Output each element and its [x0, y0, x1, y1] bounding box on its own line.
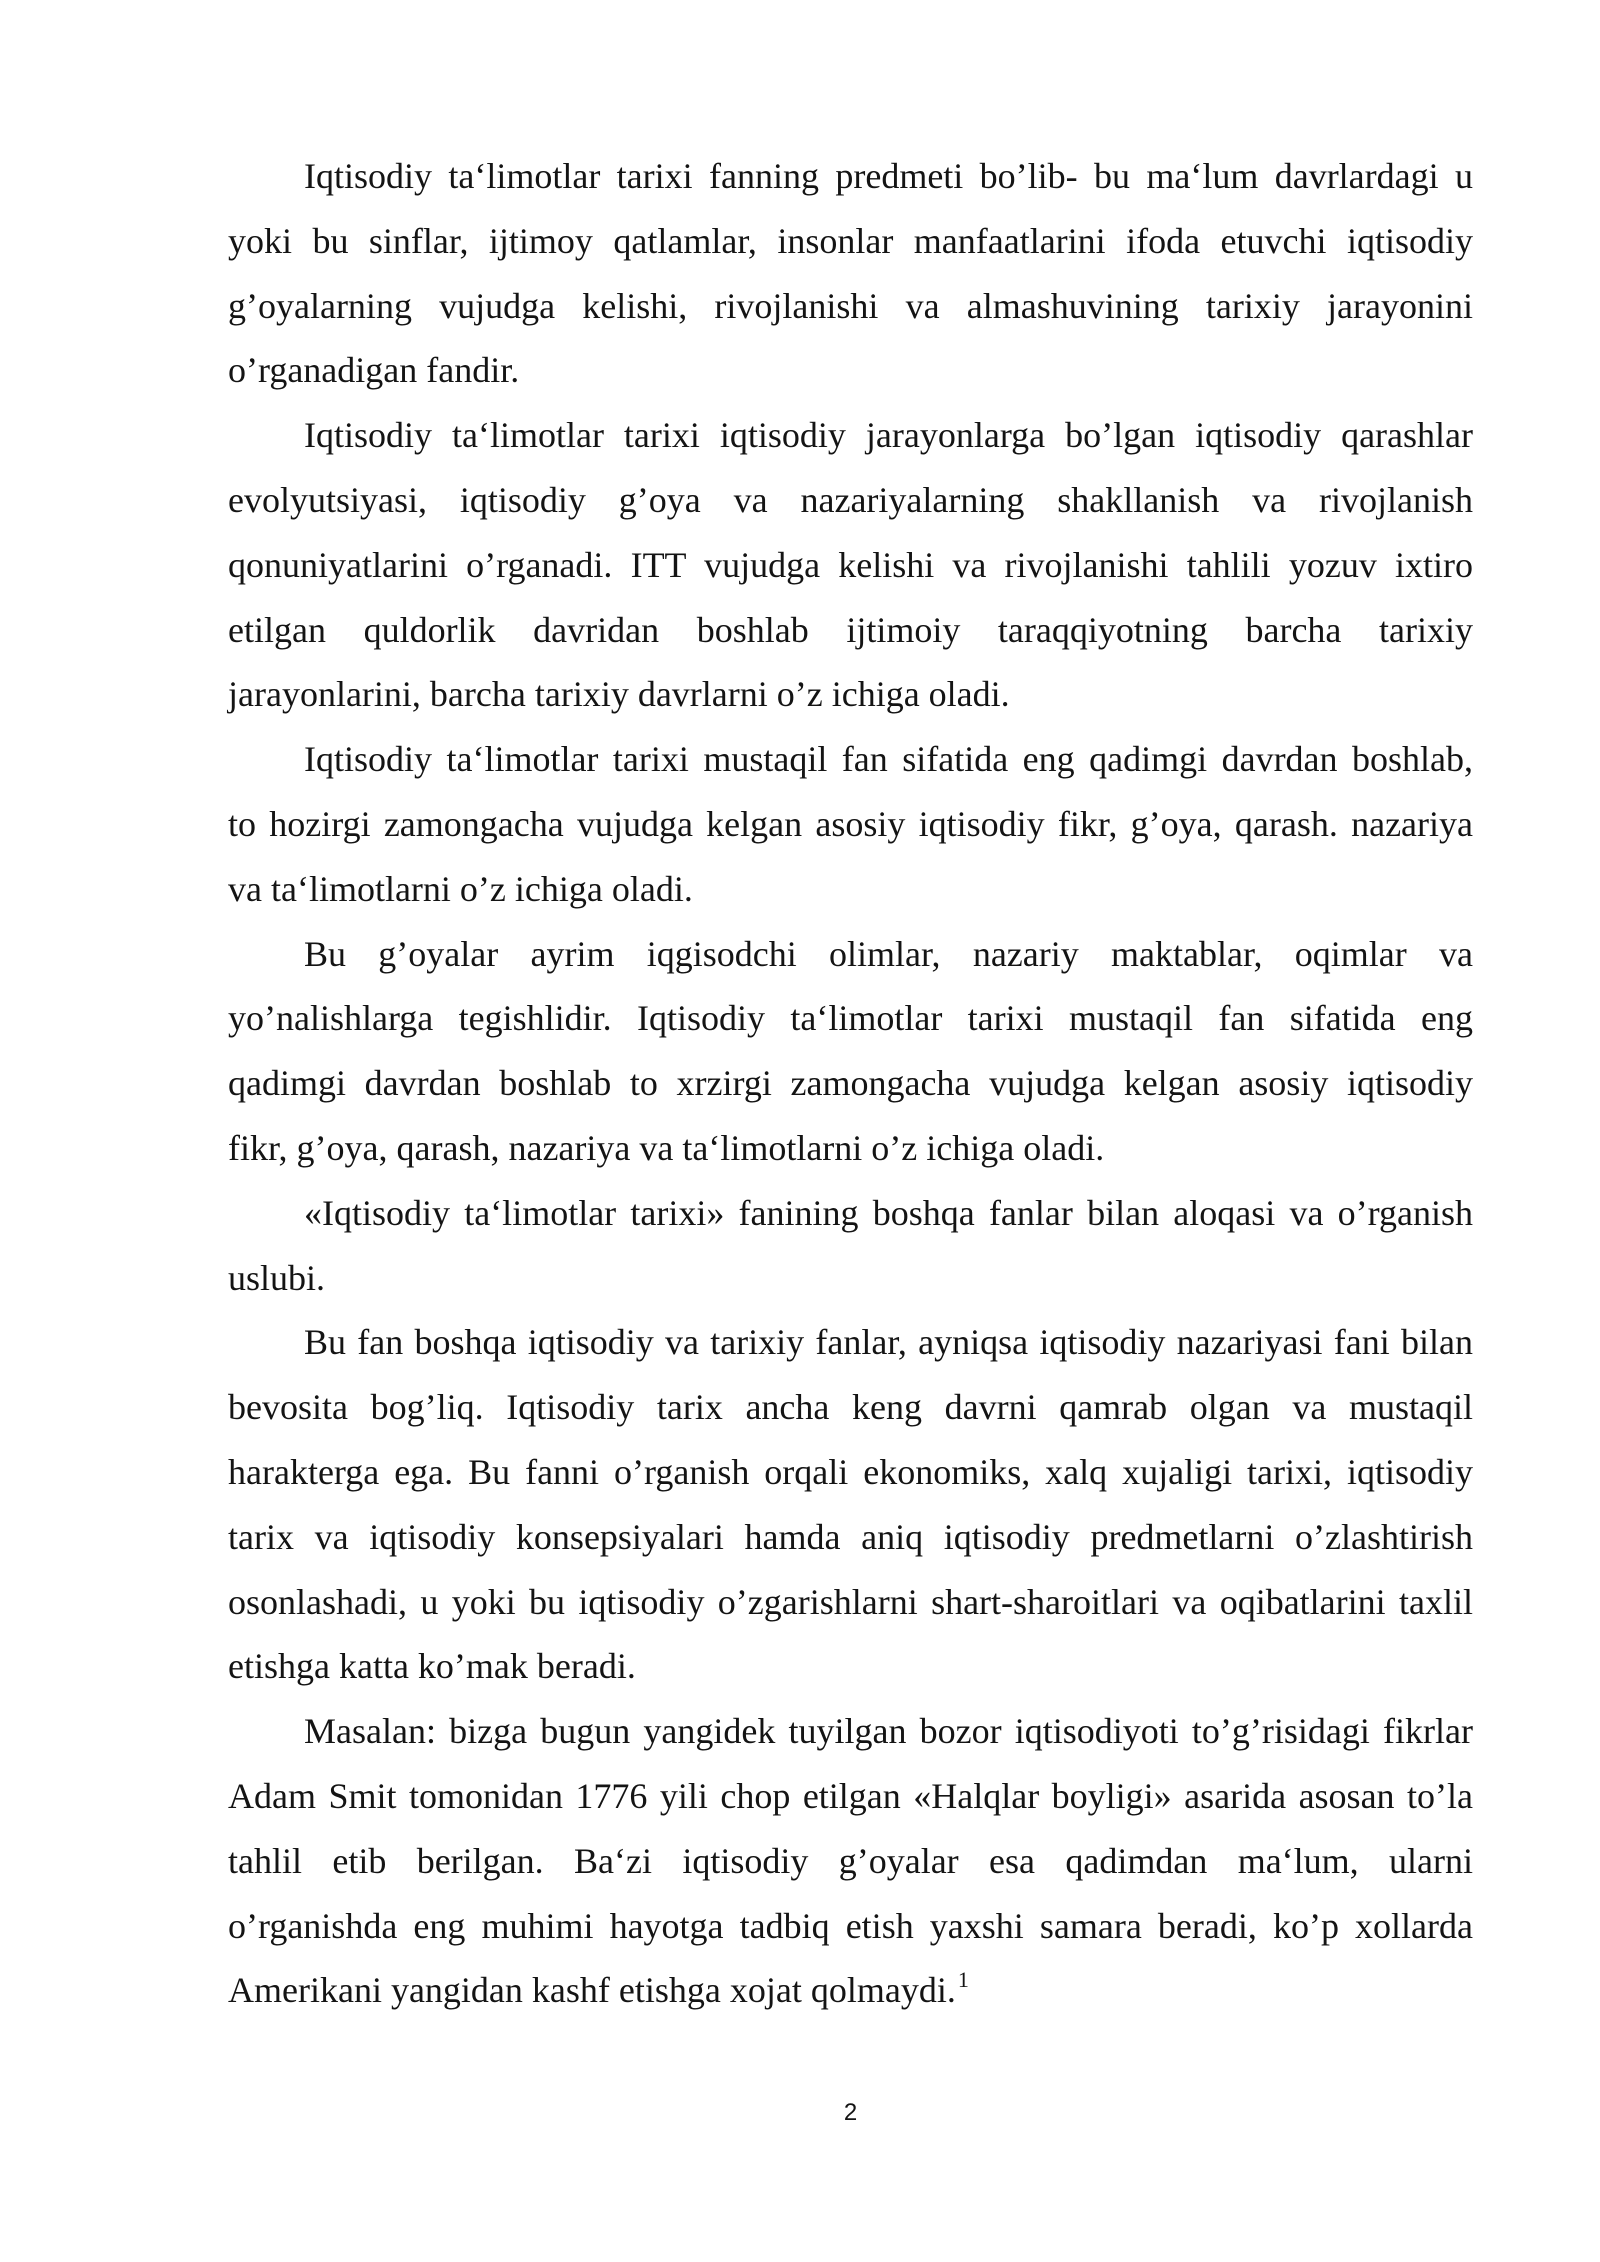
paragraph: [228, 144, 1473, 403]
body-text: [228, 144, 1473, 2023]
paragraph: [228, 727, 1473, 921]
text-line-content: Amerikani yangidan kashf etishga xojat qolmaydi.: [228, 1970, 956, 2011]
text-line: jarayonlarini, barcha tarixiy davrlarni o’z ichiga oladi.: [228, 674, 1010, 715]
text-line: osonlashadi, u yoki bu iqtisodiy o’zgarishlarni shart-sharoitlari va oqibatlarini taxlil: [228, 1581, 1473, 1622]
text-line: o’rganishda eng muhimi hayotga tadbiq etish yaxshi samara beradi, ko’p xollarda: [228, 1905, 1473, 1946]
paragraph: [228, 1181, 1473, 1311]
text-line: Bu g’oyalar ayrim iqgisodchi olimlar, nazariy maktablar, oqimlar va: [304, 933, 1473, 974]
text-line: to hozirgi zamongacha vujudga kelgan asosiy iqtisodiy fikr, g’oya, qarash. nazariya: [228, 803, 1473, 844]
text-line: bevosita bog’liq. Iqtisodiy tarix ancha keng davrni qamrab olgan va mustaqil: [228, 1387, 1473, 1428]
text-line: tahlil etib berilgan. Ba‘zi iqtisodiy g’oyalar esa qadimdan ma‘lum, ularni: [228, 1840, 1473, 1881]
footnote-reference[interactable]: 1: [957, 1967, 969, 1993]
text-line: va ta‘limotlarni o’z ichiga oladi.: [228, 868, 693, 909]
text-line: etishga katta ko’mak beradi.: [228, 1646, 636, 1687]
text-line: qonuniyatlarini o’rganadi. ITT vujudga kelishi va rivojlanishi tahlili yozuv ixtiro: [228, 544, 1473, 585]
text-line: Iqtisodiy ta‘limotlar tarixi mustaqil fan sifatida eng qadimgi davrdan boshlab,: [304, 739, 1473, 780]
text-line: uslubi.: [228, 1257, 326, 1298]
paragraph: [228, 403, 1473, 727]
text-line: tarix va iqtisodiy konsepsiyalari hamda aniq iqtisodiy predmetlarni o’zlashtirish: [228, 1516, 1473, 1557]
text-line: yo’nalishlarga tegishlidir. Iqtisodiy ta‘limotlar tarixi mustaqil fan sifatida eng: [228, 998, 1473, 1039]
text-line: [228, 1958, 1473, 2023]
text-line: Masalan: bizga bugun yangidek tuyilgan bozor iqtisodiyoti to’g’risidagi fikrlar: [304, 1711, 1473, 1752]
text-line: evolyutsiyasi, iqtisodiy g’oya va nazariyalarning shakllanish va rivojlanish: [228, 479, 1473, 520]
paragraph: [228, 1310, 1473, 1699]
text-line: etilgan quldorlik davridan boshlab ijtimoiy taraqqiyotning barcha tarixiy: [228, 609, 1473, 650]
paragraph: [228, 922, 1473, 1181]
text-line: fikr, g’oya, qarash, nazariya va ta‘limotlarni o’z ichiga oladi.: [228, 1127, 1105, 1168]
text-line: harakterga ega. Bu fanni o’rganish orqali ekonomiks, xalq xujaligi tarixi, iqtisodiy: [228, 1451, 1473, 1492]
text-line: yoki bu sinflar, ijtimoy qatlamlar, insonlar manfaatlarini ifoda etuvchi iqtisodiy: [228, 220, 1473, 261]
text-line: qadimgi davrdan boshlab to xrzirgi zamongacha vujudga kelgan asosiy iqtisodiy: [228, 1063, 1473, 1104]
page-number: 2: [843, 2099, 858, 2126]
text-line: Bu fan boshqa iqtisodiy va tarixiy fanlar, ayniqsa iqtisodiy nazariyasi fani bilan: [304, 1322, 1473, 1363]
text-line: «Iqtisodiy ta‘limotlar tarixi» fanining boshqa fanlar bilan aloqasi va o’rganish: [304, 1192, 1473, 1233]
text-line: g’oyalarning vujudga kelishi, rivojlanishi va almashuvining tarixiy jarayonini: [228, 285, 1473, 326]
text-line: Adam Smit tomonidan 1776 yili chop etilgan «Halqlar boyligi» asarida asosan to’la: [228, 1775, 1473, 1816]
text-line: Iqtisodiy ta‘limotlar tarixi iqtisodiy jarayonlarga bo’lgan iqtisodiy qarashlar: [304, 415, 1473, 456]
text-line: Iqtisodiy ta‘limotlar tarixi fanning predmeti bo’lib- bu ma‘lum davrlardagi u: [304, 156, 1473, 196]
text-line: o’rganadigan fandir.: [228, 350, 520, 391]
paragraph: [228, 1699, 1473, 2023]
